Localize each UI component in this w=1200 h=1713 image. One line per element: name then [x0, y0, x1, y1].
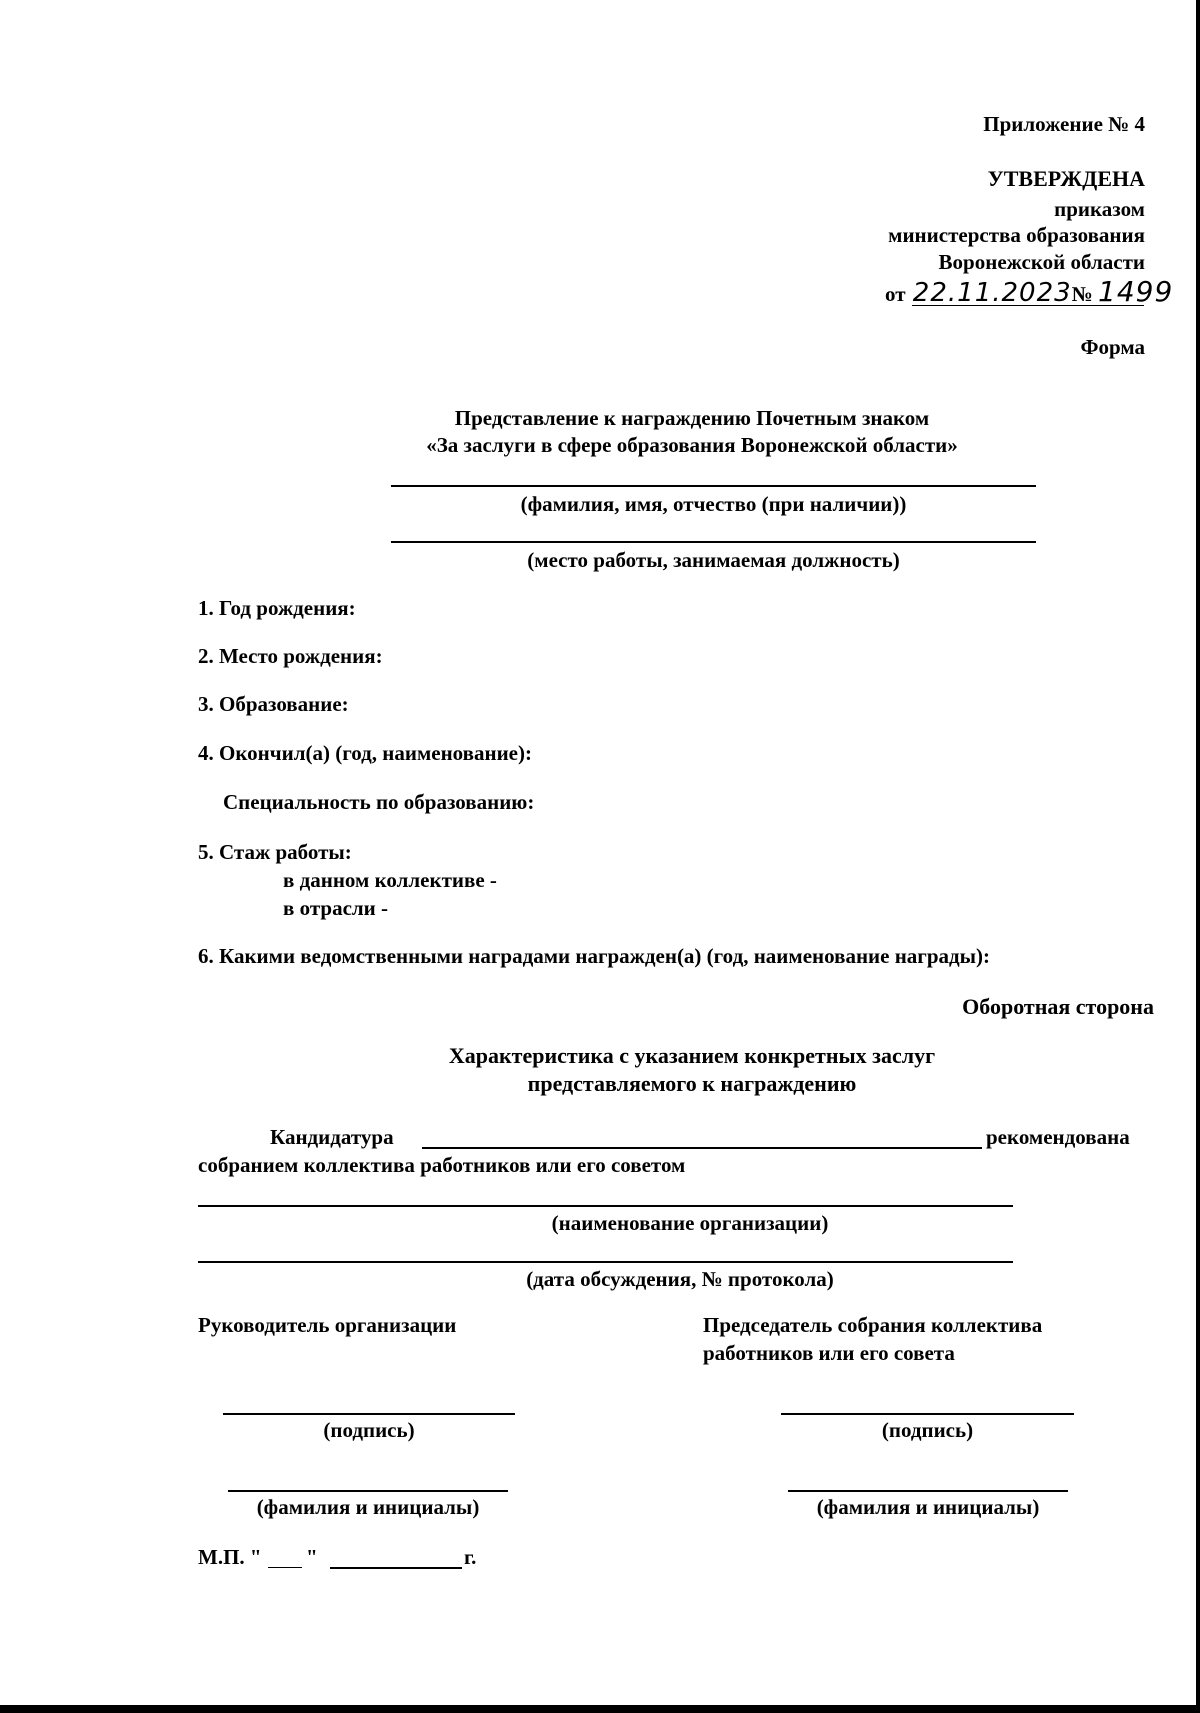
left-signatory-title: Руководитель организации	[198, 1313, 457, 1337]
reverse-side-label: Оборотная сторона	[962, 994, 1154, 1019]
workplace-underline	[391, 541, 1036, 543]
right-signature-caption: (подпись)	[881, 1418, 974, 1442]
number-label: №	[1071, 282, 1093, 306]
stamp-year-suffix: г.	[464, 1545, 477, 1569]
scan-border-right	[1196, 0, 1200, 1713]
left-signature-caption: (подпись)	[323, 1418, 415, 1442]
item-in-industry: в отрасли -	[283, 896, 389, 920]
left-name-line	[228, 1490, 508, 1492]
right-name-caption: (фамилия и инициалы)	[816, 1495, 1040, 1519]
date-caption: (дата обсуждения, № протокола)	[526, 1267, 834, 1291]
item-birth-year: 1. Год рождения:	[198, 596, 356, 620]
right-signatory-title-2: работников или его совета	[703, 1341, 955, 1365]
from-label: от	[885, 282, 906, 306]
item-education: 3. Образование:	[198, 692, 349, 716]
stamp-month-line	[330, 1567, 462, 1569]
item-specialty: Специальность по образованию:	[223, 790, 535, 814]
org-underline	[198, 1205, 1013, 1207]
form-label: Форма	[1080, 335, 1145, 359]
title-line-1: Представление к награждению Почетным знаком	[454, 406, 930, 430]
right-signatory-title-1: Председатель собрания коллектива	[703, 1313, 1043, 1337]
handwritten-date: 22.11.2023	[912, 278, 1072, 308]
candidacy-line-2: собранием коллектива работников или его советом	[198, 1153, 686, 1177]
characteristic-line-2: представляемого к награждению	[527, 1071, 857, 1096]
stamp-label: М.П. "	[198, 1545, 262, 1569]
by-order-label: приказом	[1054, 197, 1145, 221]
date-underline	[198, 1261, 1013, 1263]
left-name-caption: (фамилия и инициалы)	[256, 1495, 480, 1519]
candidacy-underline	[422, 1147, 982, 1149]
ministry-label: министерства образования	[888, 223, 1145, 247]
appendix-number: Приложение № 4	[983, 112, 1145, 136]
stamp-day-line	[268, 1567, 302, 1568]
stamp-quote-close: "	[306, 1545, 318, 1569]
title-line-2: «За заслуги в сфере образования Воронежской области»	[426, 433, 958, 457]
scan-border-bottom	[0, 1705, 1200, 1713]
characteristic-line-1: Характеристика с указанием конкретных заслуг	[448, 1043, 936, 1068]
item-awards: 6. Какими ведомственными наградами награжден(а) (год, наименование награды):	[198, 944, 991, 968]
region-label: Воронежской области	[938, 250, 1145, 274]
order-date-underline	[912, 305, 1144, 306]
org-caption: (наименование организации)	[551, 1211, 829, 1235]
item-in-team: в данном коллективе -	[283, 868, 497, 892]
left-signature-line	[223, 1413, 515, 1415]
workplace-caption: (место работы, занимаемая должность)	[527, 548, 900, 572]
candidacy-label: Кандидатура	[270, 1125, 394, 1149]
fio-caption: (фамилия, имя, отчество (при наличии))	[520, 492, 907, 516]
item-graduated: 4. Окончил(а) (год, наименование):	[198, 741, 532, 765]
item-experience: 5. Стаж работы:	[198, 840, 352, 864]
fio-underline	[391, 485, 1036, 487]
right-name-line	[788, 1490, 1068, 1492]
approved-label: УТВЕРЖДЕНА	[987, 166, 1145, 191]
handwritten-number: 1499	[1098, 275, 1174, 308]
candidacy-recommended: рекомендована	[986, 1125, 1130, 1149]
item-birth-place: 2. Место рождения:	[198, 644, 383, 668]
right-signature-line	[781, 1413, 1074, 1415]
